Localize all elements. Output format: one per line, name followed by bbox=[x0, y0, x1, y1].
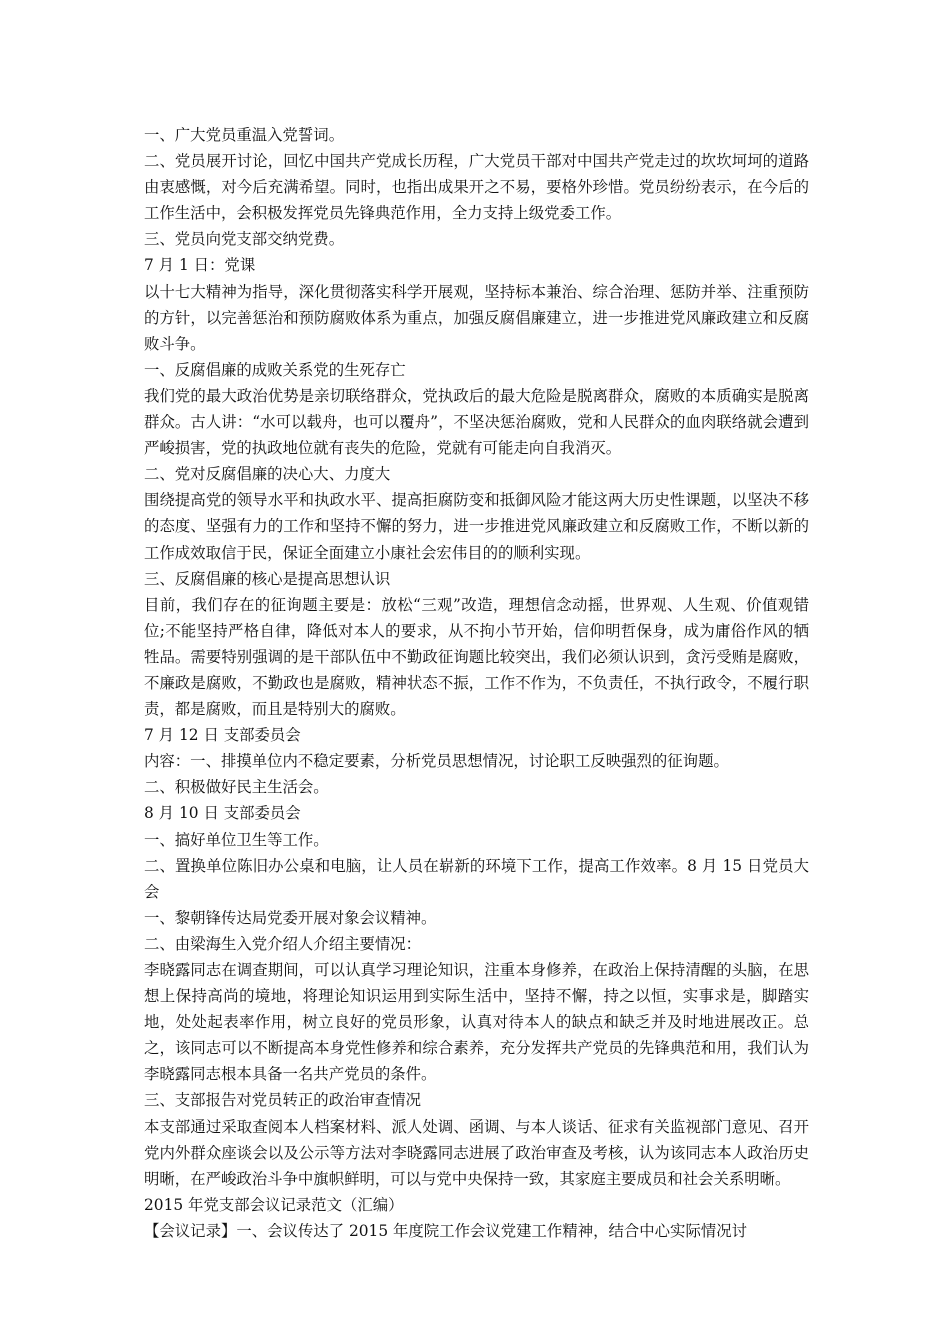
paragraph: 二、党员展开讨论，回忆中国共产党成长历程，广大党员干部对中国共产党走过的坎坎坷坷的道路由衷感慨，对今后充满希望。同时，也指出成果开之不易，要格外珍惜。党员纷纷表示，在今后的工作生活中，会积极发挥党员先锋典范作用，全力支持上级党委工作。 bbox=[144, 152, 809, 223]
paragraph: 7 月 12 日 支部委员会 bbox=[144, 726, 301, 745]
paragraph: 我们党的最大政治优势是亲切联络群众，党执政后的最大危险是脱离群众，腐败的本质确实是脱离群众。古人讲：“水可以载舟，也可以覆舟”，不坚决惩治腐败，党和人民群众的血肉联络就会遭到严峻损害，党的执政地位就有丧失的危险，党就有可能走向自我消灭。 bbox=[144, 386, 809, 458]
paragraph: 一、黎朝锋传达局党委开展对象会议精神。 bbox=[144, 908, 437, 927]
paragraph: 一、广大党员重温入党誓词。 bbox=[144, 126, 345, 144]
paragraph: 二、由梁海生入党介绍人介绍主要情况： bbox=[144, 934, 422, 953]
paragraph: 本支部通过采取查阅本人档案材料、派人处调、函调、与本人谈话、征求有关监视部门意见、召开党内外群众座谈会以及公示等方法对李晓露同志进展了政治审查及考核，认为该同志本人政治历史明晰，在严峻政治斗争中旗帜鲜明，可以与党中央保持一致，其家庭主要成员和社会关系明晰。 bbox=[144, 1117, 809, 1188]
paragraph: 8 月 10 日 支部委员会 bbox=[144, 804, 301, 823]
paragraph: 围绕提高党的领导水平和执政水平、提高拒腐防变和抵御风险才能这两大历史性课题，以坚决不移的态度、坚强有力的工作和坚持不懈的努力，进一步推进党风廉政建立和反腐败工作，不断以新的工作成效取信于民，保证全面建立小康社会宏伟目的的顺利实现。 bbox=[144, 491, 809, 562]
paragraph: 2015 年党支部会议记录范文（汇编） bbox=[144, 1195, 404, 1214]
paragraph: 内容：一、排摸单位内不稳定要素，分析党员思想情况，讨论职工反映强烈的征询题。 bbox=[144, 752, 729, 771]
paragraph: 7 月 1 日：党课 bbox=[144, 256, 256, 275]
paragraph: 一、反腐倡廉的成败关系党的生死存亡 bbox=[144, 360, 406, 379]
paragraph: 【会议记录】一、会议传达了 2015 年度院工作会议党建工作精神，结合中心实际情况讨 bbox=[144, 1221, 748, 1240]
document-body bbox=[144, 122, 809, 1244]
paragraph: 一、搞好单位卫生等工作。 bbox=[144, 830, 329, 849]
paragraph: 目前，我们存在的征询题主要是：放松“三观”改造，理想信念动摇，世界观、人生观、价值观错位;不能坚持严格自律，降低对本人的要求，从不拘小节开始，信仰明哲保身，成为庸俗作风的牺牲品。需要特别强调的是干部队伍中不勤政征询题比较突出，我们必须认识到，贪污受贿是腐败，不廉政是腐败，不勤政也是腐败，精神状态不振，工作不作为，不负责任，不执行政令，不履行职责，都是腐败，而且是特别大的腐败。 bbox=[144, 595, 809, 719]
paragraph: 二、党对反腐倡廉的决心大、力度大 bbox=[144, 465, 391, 484]
paragraph: 以十七大精神为指导，深化贯彻落实科学开展观，坚持标本兼治、综合治理、惩防并举、注重预防的方针，以完善惩治和预防腐败体系为重点，加强反腐倡廉建立，进一步推进党风廉政建立和反腐败斗争。 bbox=[144, 282, 809, 353]
paragraph: 二、置换单位陈旧办公桌和电脑，让人员在崭新的环境下工作，提高工作效率。8 月 15 日党员大会 bbox=[144, 856, 809, 901]
paragraph: 三、反腐倡廉的核心是提高思想认识 bbox=[144, 569, 391, 588]
paragraph: 三、支部报告对党员转正的政治审查情况 bbox=[144, 1091, 422, 1110]
paragraph: 李晓露同志在调查期间，可以认真学习理论知识，注重本身修养，在政治上保持清醒的头脑，在思想上保持高尚的境地，将理论知识运用到实际生活中，坚持不懈，持之以恒，实事求是，脚踏实地，处处起表率作用，树立良好的党员形象，认真对待本人的缺点和缺乏并及时地进展改正。总之，该同志可以不断提高本身党性修养和综合素养，充分发挥共产党员的先锋典范和用，我们认为李晓露同志根本具备一名共产党员的条件。 bbox=[144, 961, 809, 1084]
paragraph: 三、党员向党支部交纳党费。 bbox=[144, 230, 345, 249]
paragraph: 二、积极做好民主生活会。 bbox=[144, 778, 329, 797]
